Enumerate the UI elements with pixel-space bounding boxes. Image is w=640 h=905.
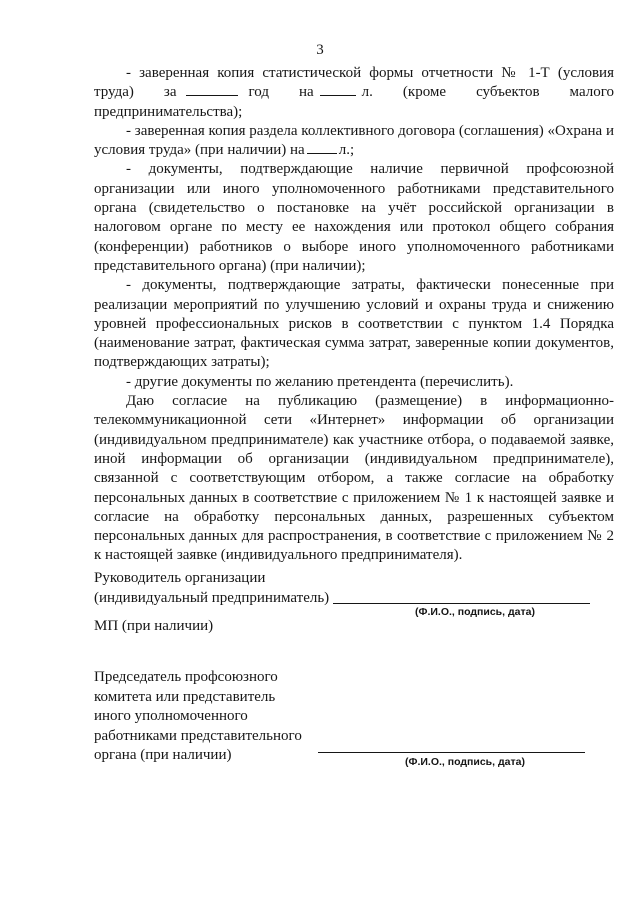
chair-title-line: комитета или представитель: [94, 688, 276, 705]
list-item-stat-form: - заверенная копия статистической формы отчетности № 1-Т (условия труда) за год на л. (кроме субъектов малого предпринимательства);: [94, 65, 614, 120]
chair-signature-line: [318, 752, 585, 753]
head-subtitle: (индивидуальный предприниматель): [94, 589, 330, 606]
pages-blank: [307, 141, 337, 154]
year-blank: [186, 83, 238, 96]
list-item-agreement: - заверенная копия раздела коллективного договора (соглашения) «Охрана и условия труда» (при наличии) на л.;: [94, 122, 614, 159]
head-signature-caption: (Ф.И.О., подпись, дата): [415, 606, 535, 618]
chair-title-line: работниками представительного: [94, 727, 302, 744]
page-number: 3: [316, 42, 324, 58]
chair-title-line: Председатель профсоюзного: [94, 669, 278, 685]
head-signature-block: [94, 569, 329, 608]
consent-paragraph: Даю согласие на публикацию (размещение) в информационно-телекоммуникационной сети «Интернет» информации об организации (индивидуальном предпринимателе) как участнике отбора, о подаваемой заявке, иной информации об организации (индивидуальном предпринимателе), связанной с соответствующим отбором, а также согласие на обработку персональных данных в соответствие с приложением № 1 к настоящей заявке и согласие на обработку персональных данных, разрешенных субъектом персональных данных для распространения, в соответствие с приложением № 2 к настоящей заявке (индивидуального предпринимателя).: [94, 393, 614, 564]
document-body: [94, 64, 614, 566]
chair-title-line: иного уполномоченного: [94, 708, 248, 724]
list-item-other-docs: - другие документы по желанию претендента (перечислить).: [126, 373, 514, 390]
head-signature-line: [333, 603, 590, 604]
chair-signature-block: [94, 668, 302, 766]
head-title: Руководитель организации: [94, 570, 266, 586]
chair-signature-caption: (Ф.И.О., подпись, дата): [405, 756, 525, 768]
list-item-costs-docs: - документы, подтверждающие затраты, фактически понесенные при реализации мероприятий по улучшению условий и охраны труда и снижению уровней профессиональных рисков в соответствии с пунктом 1.4 Порядка (наименование затрат, фактическая сумма затрат, заверенные копии документов, подтверждающих затраты);: [94, 277, 614, 371]
pages-blank: [320, 83, 356, 96]
stamp-label: МП (при наличии): [94, 618, 214, 634]
chair-title-line: органа (при наличии): [94, 747, 232, 763]
list-item-union-docs: - документы, подтверждающие наличие первичной профсоюзной организации или иного уполномоченного работниками представительного органа (свидетельство о постановке на учёт российской организации в налоговом органе по месту ее нахождения или протокол общего собрания (конференции) работников о выборе иного уполномоченного работниками представительного органа) (при наличии);: [94, 161, 614, 274]
